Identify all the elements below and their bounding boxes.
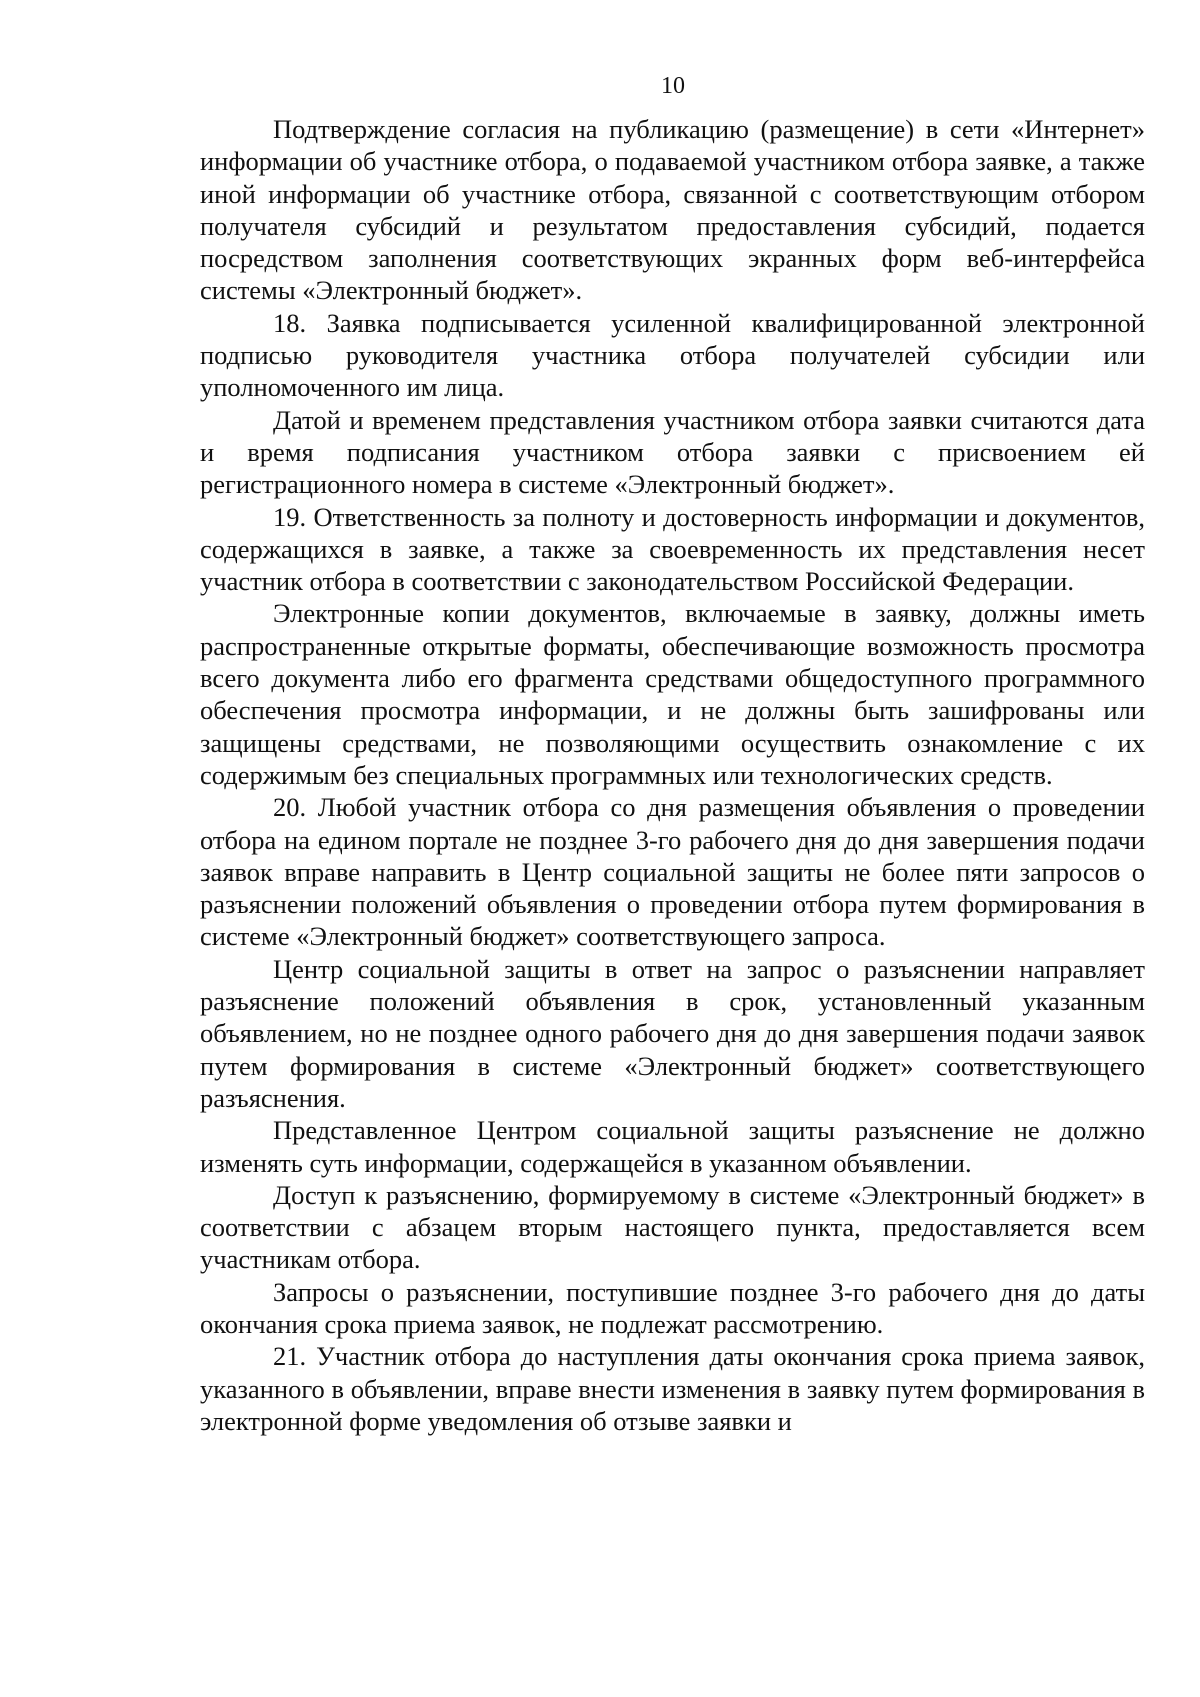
paragraph-clarification-content: Представленное Центром социальной защиты разъяснение не должно изменять суть информации, содержащейся в указанном объявлении.	[200, 1115, 1145, 1178]
paragraph-item-20: 20. Любой участник отбора со дня размещения объявления о проведении отбора на едином портале не позднее 3-го рабочего дня до дня завершения подачи заявок вправе направить в Центр социальной защиты не более пяти запросов о разъяснении положений объявления о проведении отбора путем формирования в системе «Электронный бюджет» соответствующего запроса.	[200, 792, 1145, 952]
paragraph-item-21: 21. Участник отбора до наступления даты окончания срока приема заявок, указанного в объявлении, вправе внести изменения в заявку путем формирования в электронной форме уведомления об отзыве заявки и	[200, 1341, 1145, 1436]
paragraph-consent-publication: Подтверждение согласия на публикацию (размещение) в сети «Интернет» информации об участнике отбора, о подаваемой участником отбора заявке, а также иной информации об участнике отбора, связанной с соответствующим отбором получателя субсидий и результатом предоставления субсидий, подается посредством заполнения соответствующих экранных форм веб-интерфейса системы «Электронный бюджет».	[200, 114, 1145, 306]
paragraph-clarification-response: Центр социальной защиты в ответ на запрос о разъяснении направляет разъяснение положений объявления в срок, установленный указанным объявлением, но не позднее одного рабочего дня до дня завершения подачи заявок путем формирования в системе «Электронный бюджет» соответствующего разъяснения.	[200, 953, 1145, 1113]
paragraph-item-19: 19. Ответственность за полноту и достоверность информации и документов, содержащихся в заявке, а также за своевременность их представления несет участник отбора в соответствии с законодательством Российской Федерации.	[200, 501, 1145, 597]
paragraph-electronic-copies: Электронные копии документов, включаемые в заявку, должны иметь распространенные открытые форматы, обеспечивающие возможность просмотра всего документа либо его фрагмента средствами общедоступного программного обеспечения просмотра информации, и не должны быть зашифрованы или защищены средствами, не позволяющими осуществить ознакомление с их содержимым без специальных программных или технологических средств.	[200, 598, 1145, 790]
paragraph-clarification-access: Доступ к разъяснению, формируемому в системе «Электронный бюджет» в соответствии с абзацем вторым настоящего пункта, предоставляется всем участникам отбора.	[200, 1179, 1145, 1275]
paragraph-submission-date: Датой и временем представления участником отбора заявки считаются дата и время подписания участником отбора заявки с присвоением ей регистрационного номера в системе «Электронный бюджет».	[200, 404, 1145, 500]
paragraph-item-18: 18. Заявка подписывается усиленной квалифицированной электронной подписью руководителя участника отбора получателей субсидии или уполномоченного им лица.	[200, 307, 1145, 403]
page-number: 10	[661, 73, 685, 99]
paragraph-late-requests: Запросы о разъяснении, поступившие позднее 3-го рабочего дня до даты окончания срока приема заявок, не подлежат рассмотрению.	[200, 1276, 1145, 1339]
document-body	[200, 113, 1145, 1437]
